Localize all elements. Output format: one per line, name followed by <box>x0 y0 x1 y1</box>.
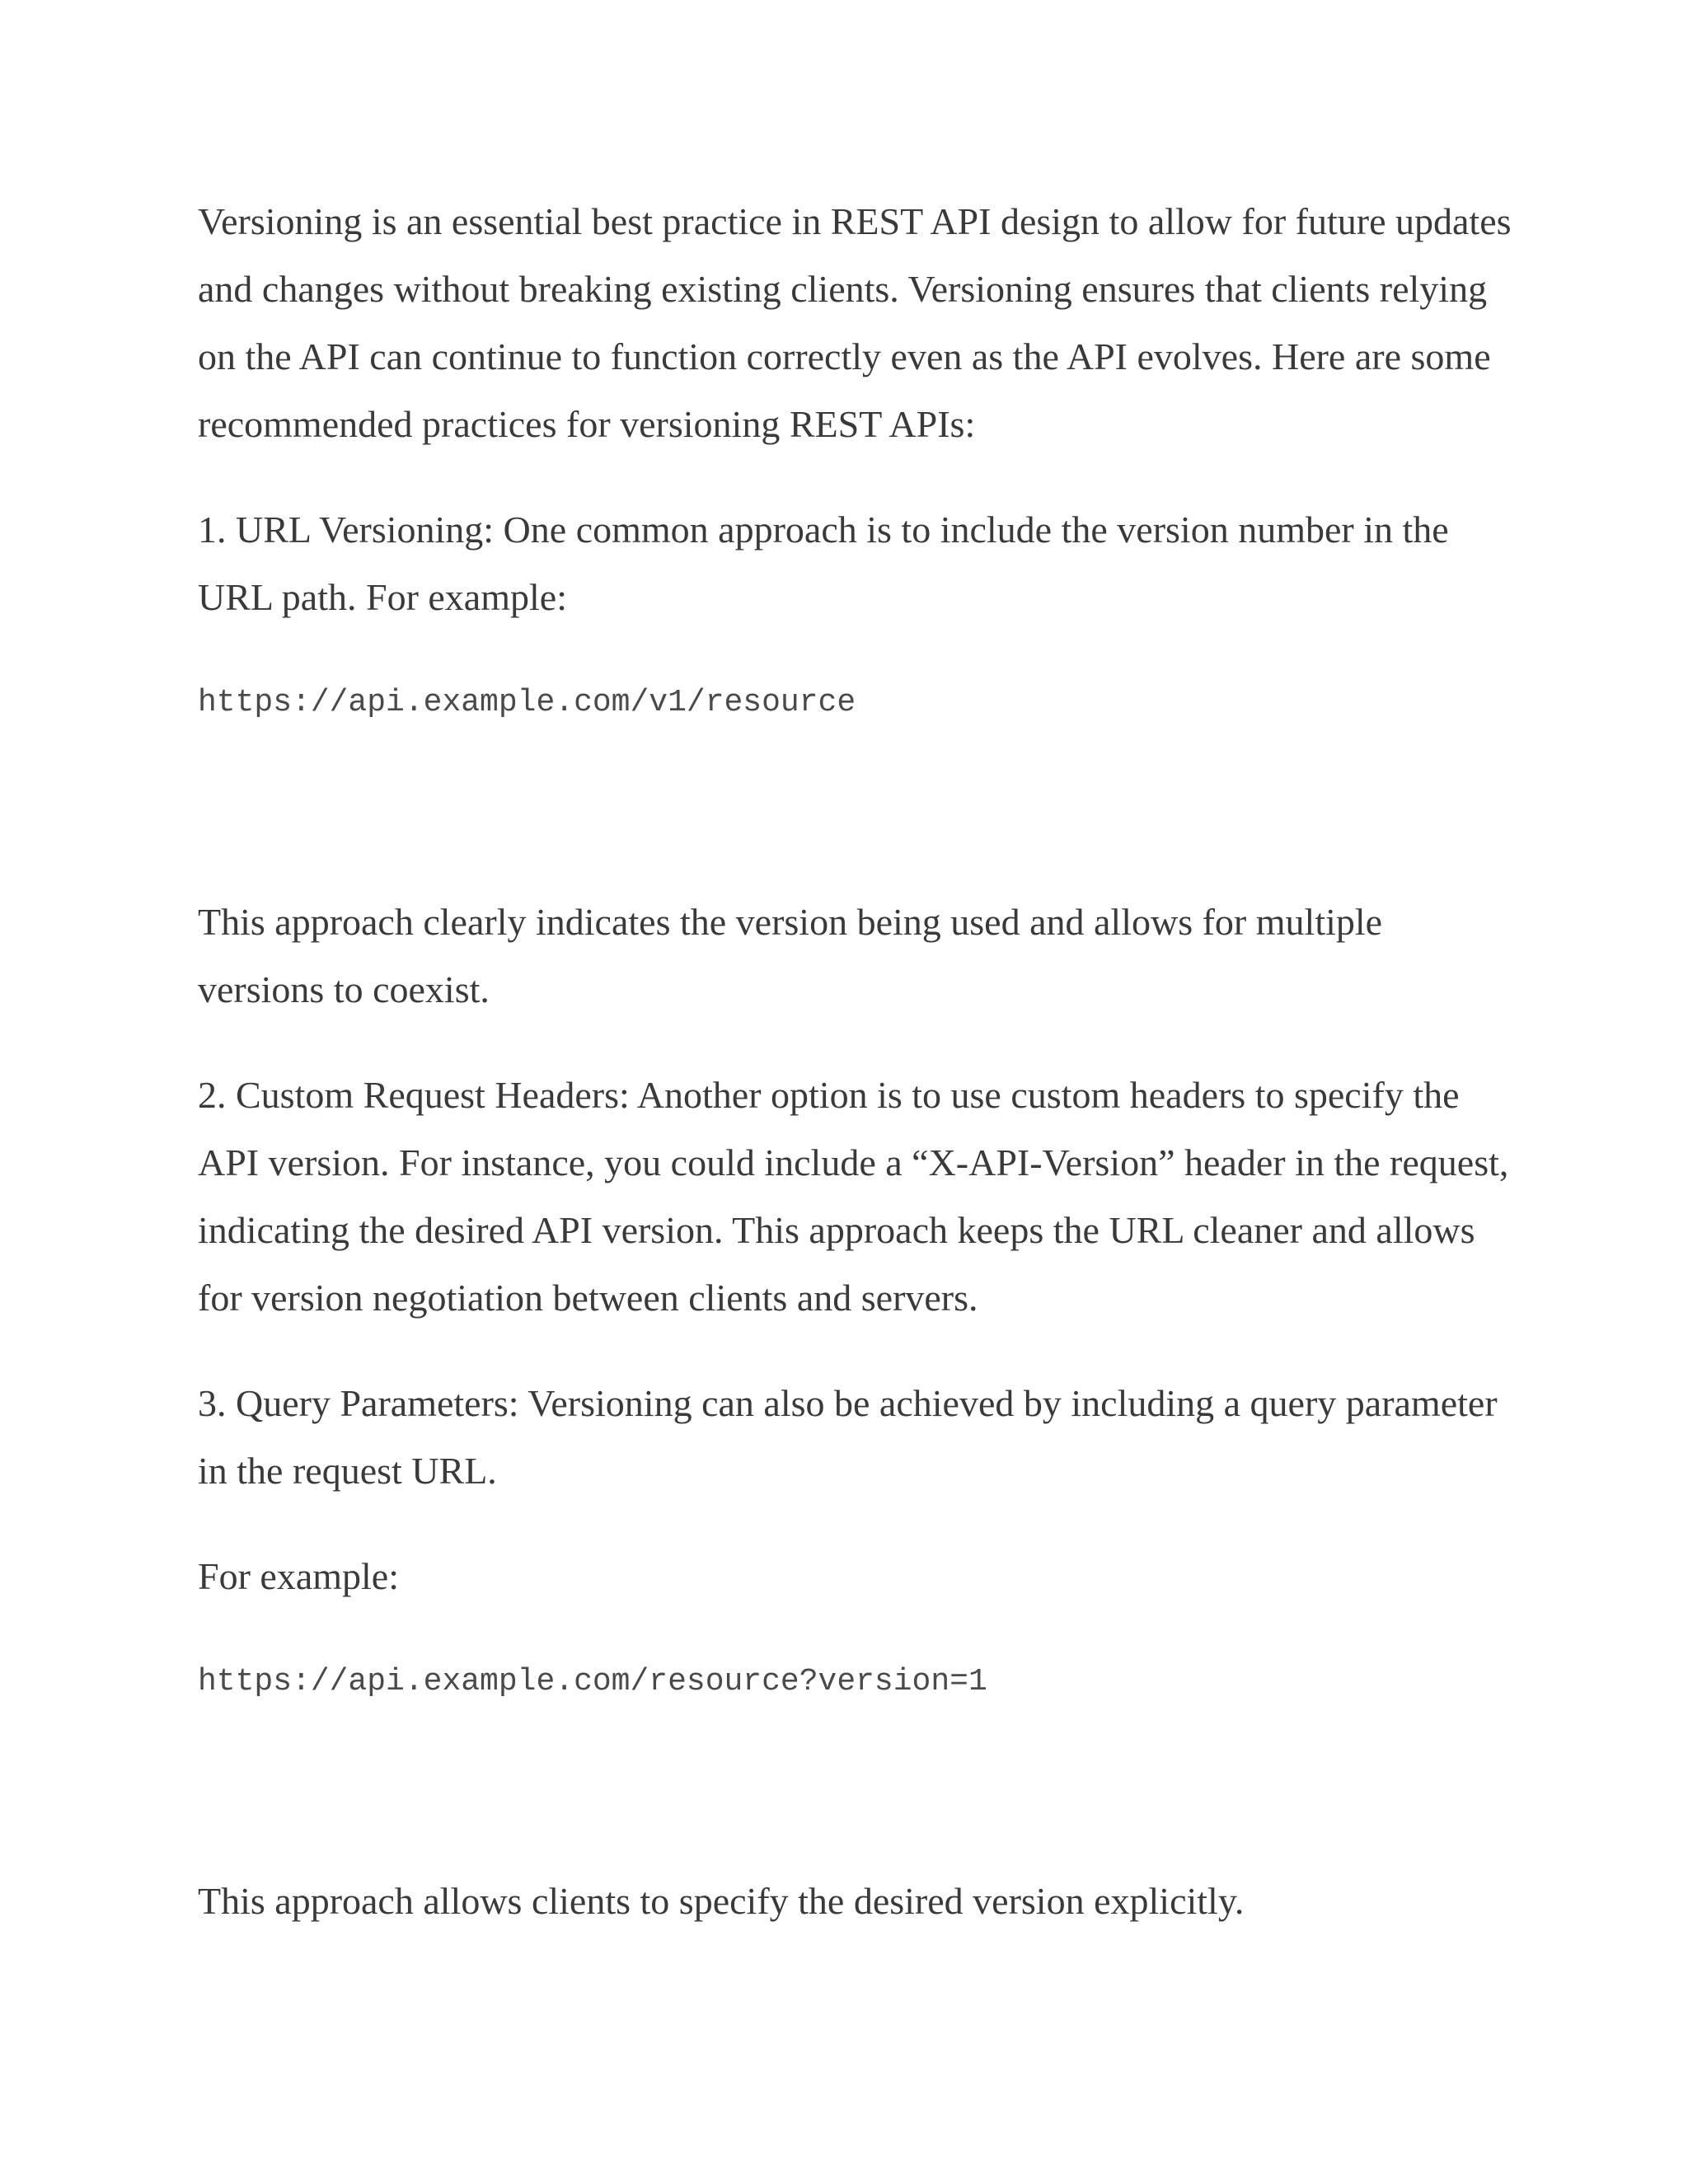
url-versioning-code-example: https://api.example.com/v1/resource <box>198 685 856 720</box>
query-parameters-note-paragraph: This approach allows clients to specify the desired version explicitly. <box>198 1880 1245 1922</box>
url-versioning-note-paragraph: This approach clearly indicates the version being used and allows for multiple versions to coexist. <box>198 901 1383 1010</box>
custom-headers-paragraph: 2. Custom Request Headers: Another option is to use custom headers to specify the API version. For instance, you could include a “X-API-Version” header in the request, indicating the desired API version. This approach keeps the URL cleaner and allows for version negotiation between clients and servers. <box>198 1074 1509 1319</box>
query-parameters-paragraph: 3. Query Parameters: Versioning can also be achieved by including a query parameter in the request URL. <box>198 1382 1498 1492</box>
url-versioning-paragraph: 1. URL Versioning: One common approach is to include the version number in the URL path. For example: <box>198 509 1449 618</box>
for-example-paragraph: For example: <box>198 1555 399 1597</box>
spacer <box>198 775 1517 888</box>
spacer <box>198 1754 1517 1868</box>
query-parameters-code-example: https://api.example.com/resource?version=1 <box>198 1664 987 1699</box>
article-body <box>198 188 1517 1973</box>
intro-paragraph: Versioning is an essential best practice in REST API design to allow for future updates and changes without breaking existing clients. Versioning ensures that clients relying on the API can continue to function correctly even as the API evolves. Here are some recommended practices for versioning REST APIs: <box>198 200 1512 445</box>
